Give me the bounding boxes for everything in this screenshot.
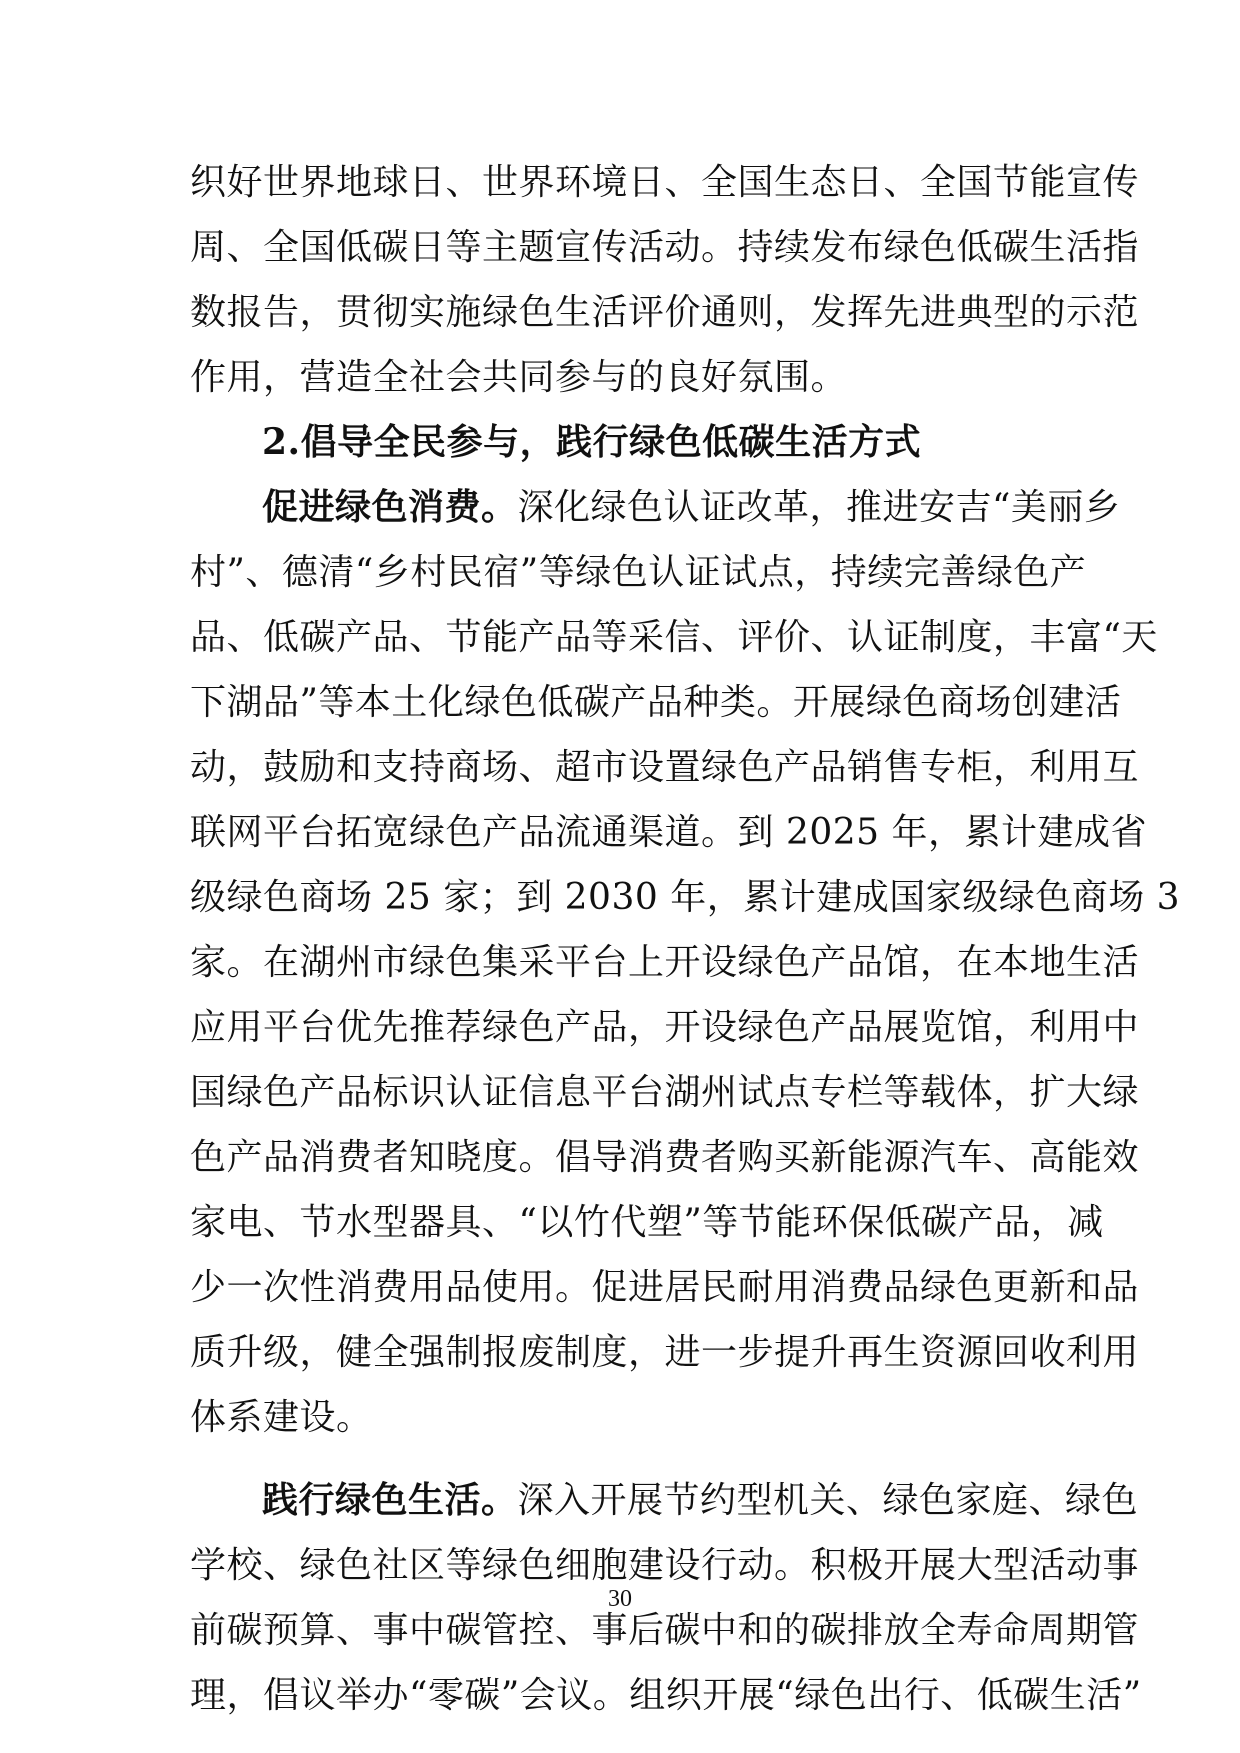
text-line: 品、低碳产品、节能产品等采信、评价、认证制度，丰富“天: [190, 617, 1158, 658]
text-line: 质升级，健全强制报废制度，进一步提升再生资源回收利用: [190, 1332, 1140, 1373]
text-line: 级绿色商场 25 家；到 2030 年，累计建成国家级绿色商场 3: [190, 877, 1181, 918]
text-line: 周、全国低碳日等主题宣传活动。持续发布绿色低碳生活指: [190, 227, 1140, 268]
text-line: 联网平台拓宽绿色产品流通渠道。到 2025 年，累计建成省: [190, 812, 1148, 853]
text-line: 家电、节水型器具、“以竹代塑”等节能环保低碳产品，减: [190, 1202, 1104, 1243]
text-span: 深入开展节约型机关、绿色家庭、绿色: [517, 1480, 1139, 1521]
text-line: 村”、德清“乡村民宿”等绿色认证试点，持续完善绿色产: [190, 552, 1087, 593]
text-line: 体系建设。: [190, 1397, 373, 1438]
paragraph-spacer: [190, 1450, 1056, 1468]
paragraph-lead: 践行绿色生活。: [262, 1479, 518, 1521]
document-body: [190, 150, 1181, 1728]
text-span: 深化绿色认证改革，推进安吉“美丽乡: [517, 487, 1121, 528]
text-line: 家。在湖州市绿色集采平台上开设绿色产品馆，在本地生活: [190, 942, 1140, 983]
text-line: 国绿色产品标识认证信息平台湖州试点专栏等载体，扩大绿: [190, 1072, 1140, 1113]
paragraph-lead: 促进绿色消费。: [262, 486, 518, 528]
text-line: 理，倡议举办“零碳”会议。组织开展“绿色出行、低碳生活”: [190, 1675, 1142, 1716]
text-line: 学校、绿色社区等绿色细胞建设行动。积极开展大型活动事: [190, 1545, 1140, 1586]
text-line: 作用，营造全社会共同参与的良好氛围。: [190, 357, 848, 398]
paragraph-green-consumption: [190, 475, 1181, 1450]
text-line: 下湖品”等本土化绿色低碳产品种类。开展绿色商场创建活: [190, 682, 1122, 723]
text-line: 数报告，贯彻实施绿色生活评价通则，发挥先进典型的示范: [190, 292, 1140, 333]
text-line: 织好世界地球日、世界环境日、全国生态日、全国节能宣传: [190, 162, 1140, 203]
text-line: 少一次性消费用品使用。促进居民耐用消费品绿色更新和品: [190, 1267, 1140, 1308]
text-line: 色产品消费者知晓度。倡导消费者购买新能源汽车、高能效: [190, 1137, 1140, 1178]
text-line: 动，鼓励和支持商场、超市设置绿色产品销售专柜，利用互: [190, 747, 1140, 788]
text-line: [190, 475, 1121, 540]
page-number: 30: [608, 1586, 632, 1612]
text-line: 前碳预算、事中碳管控、事后碳中和的碳排放全寿命周期管: [190, 1610, 1140, 1651]
paragraph-publicity: [190, 150, 1140, 410]
section-heading: 2.倡导全民参与，践行绿色低碳生活方式: [262, 421, 922, 463]
text-line: [190, 1468, 1139, 1533]
text-line: 应用平台优先推荐绿色产品，开设绿色产品展览馆，利用中: [190, 1007, 1140, 1048]
